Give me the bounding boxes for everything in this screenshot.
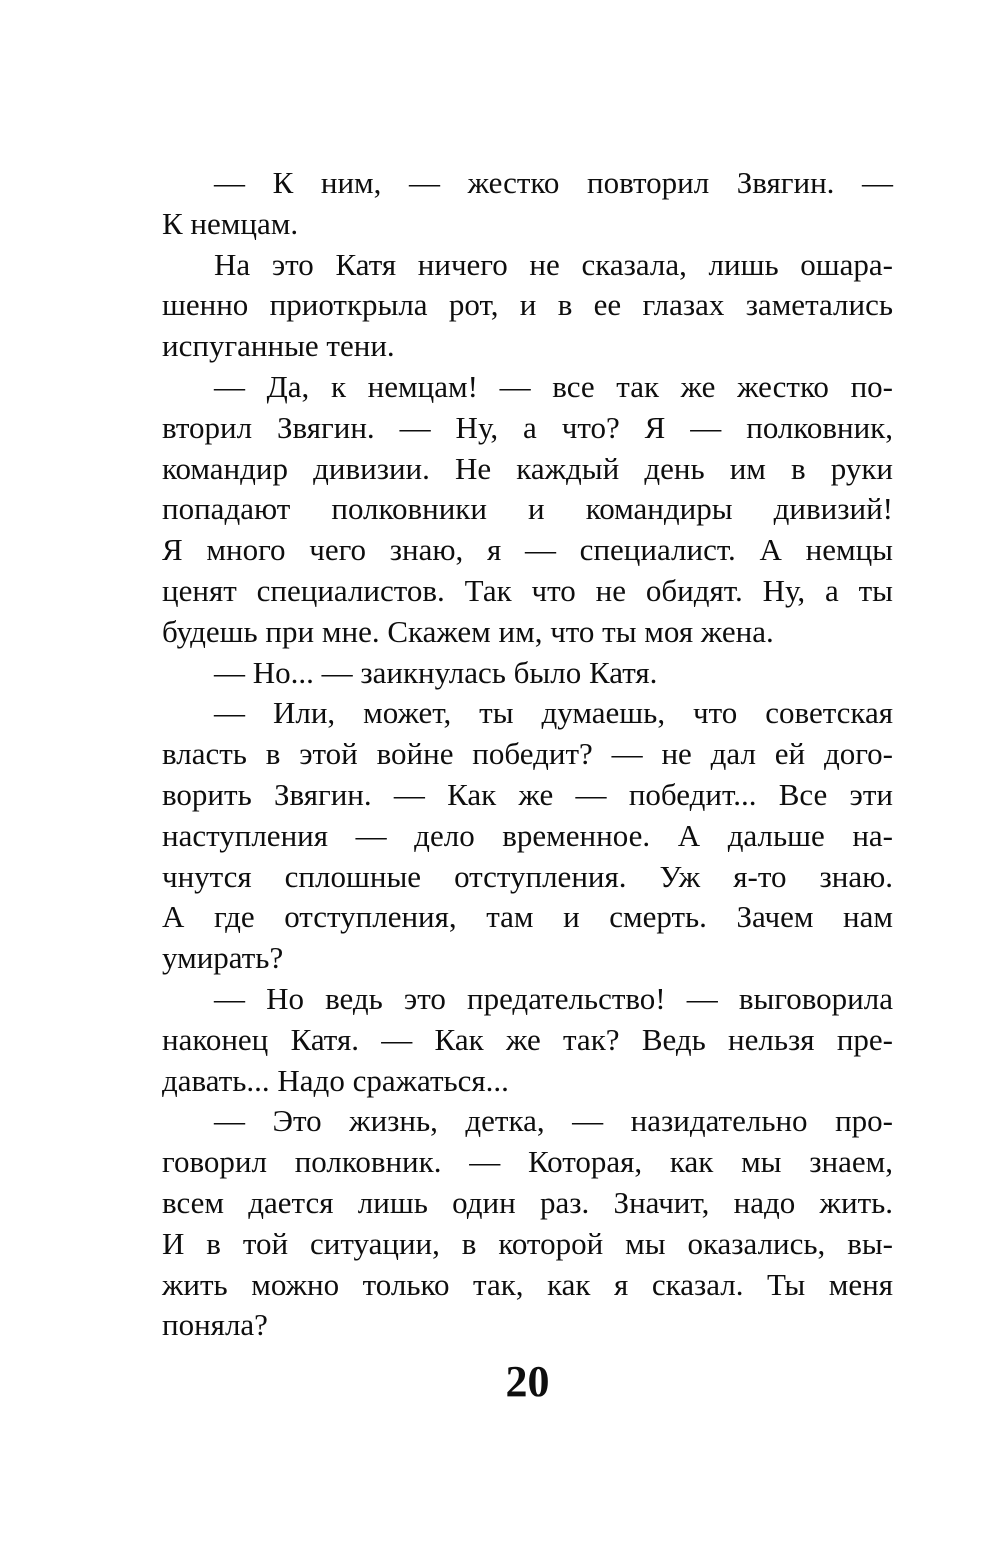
text-line: испуганные тени. [162,328,395,364]
paragraph [162,693,893,979]
text-line: говорил полковник. — Которая, как мы знаем, [162,1144,893,1180]
text-line: наконец Катя. — Как же так? Ведь нельзя пре- [162,1021,893,1057]
paragraph [162,367,893,653]
text-line: К немцам. [162,205,299,241]
text-line: попадают полковники и командиры дивизий! [162,491,893,527]
paragraph [162,163,893,245]
text-line: — Но ведь это предательство! — выговорила [214,980,893,1016]
text-line: давать... Надо сражаться... [162,1062,509,1098]
text-line: А где отступления, там и смерть. Зачем нам [162,899,893,935]
text-line: И в той ситуации, в которой мы оказались, вы- [162,1225,893,1261]
text-line: — Это жизнь, детка, — назидательно про- [214,1103,893,1139]
text-line: поняла? [162,1307,268,1343]
text-line: — Но... — заикнулась было Катя. [214,654,658,690]
text-line: власть в этой войне победит? — не дал ей дого- [162,736,893,772]
text-line: командир дивизии. Не каждый день им в руки [162,450,893,486]
text-line: — К ним, — жестко повторил Звягин. — [214,165,893,200]
text-line: наступления — дело временное. А дальше на- [162,817,893,853]
text-line: чнутся сплошные отступления. Уж я-то знаю. [162,858,893,894]
paragraph [162,979,893,1101]
page-number: 20 [505,1357,550,1406]
text-line: — Да, к немцам! — все так же жестко по- [214,368,893,404]
text-line: умирать? [162,940,284,976]
text-line: жить можно только так, как я сказал. Ты меня [162,1266,893,1302]
paragraph [162,653,893,694]
text-line: будешь при мне. Скажем им, что ты моя жена. [162,613,774,649]
paragraph [162,1101,893,1346]
text-line: вторил Звягин. — Ну, а что? Я — полковник, [162,409,893,445]
text-block [162,163,893,1346]
text-line: Я много чего знаю, я — специалист. А немцы [162,532,893,568]
text-line: ценят специалистов. Так что не обидят. Ну, а ты [162,572,893,608]
text-line: На это Катя ничего не сказала, лишь ошара- [214,246,893,282]
text-line: ворить Звягин. — Как же — победит... Все эти [162,776,893,812]
text-line: всем дается лишь один раз. Значит, надо жить. [162,1184,893,1220]
paragraph [162,245,893,367]
text-line: шенно приоткрыла рот, и в ее глазах заметались [162,287,893,323]
text-line: — Или, может, ты думаешь, что советская [214,695,893,731]
